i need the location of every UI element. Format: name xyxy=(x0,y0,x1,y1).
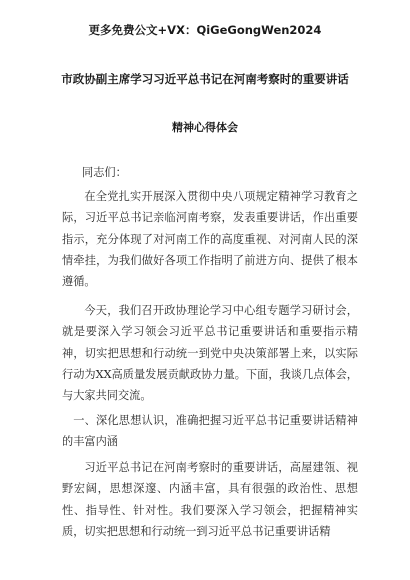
salutation: 同志们： xyxy=(82,166,127,179)
paragraph-text: 习近平总书记在河南考察时的重要讲话，高屋建瓴、视野宏阔，思想深邃、内涵丰富，具有很强的政治性、思想性、指导性、针对性。我们要深入学习领会，把握精神实质，切实把思想和行动统一到习近平总书记重要讲话精 xyxy=(62,461,358,538)
section-heading-text: 一、深化思想认识，准确把握习近平总书记重要讲话精神的丰富内涵 xyxy=(62,414,358,449)
section-heading-1 xyxy=(62,410,358,453)
body-paragraph-2 xyxy=(62,300,358,406)
body-paragraph-1 xyxy=(62,186,358,292)
document-title: 市政协副主席学习习近平总书记在河南考察时的重要讲话 xyxy=(61,72,349,86)
paragraph-text: 在全党扎实开展深入贯彻中央八项规定精神学习教育之际，习近平总书记亲临河南考察，发表重要讲话，作出重要指示，充分体现了对河南工作的高度重视、对河南人民的深情牵挂，为我们做好各项工作指明了前进方向、提供了根本遵循。 xyxy=(62,190,358,289)
paragraph-text: 今天，我们召开政协理论学习中心组专题学习研讨会，就是要深入学习领会习近平总书记重要讲话和重要指示精神，切实把思想和行动统一到党中央决策部署上来，以实际行动为XX高质量发展贡献政协力量。下面，我谈几点体会，与大家共同交流。 xyxy=(62,304,358,403)
body-paragraph-3 xyxy=(62,457,358,542)
promo-header: 更多免费公文+VX：QiGeGongWen2024 xyxy=(88,23,322,37)
document-subtitle: 精神心得体会 xyxy=(172,121,238,134)
